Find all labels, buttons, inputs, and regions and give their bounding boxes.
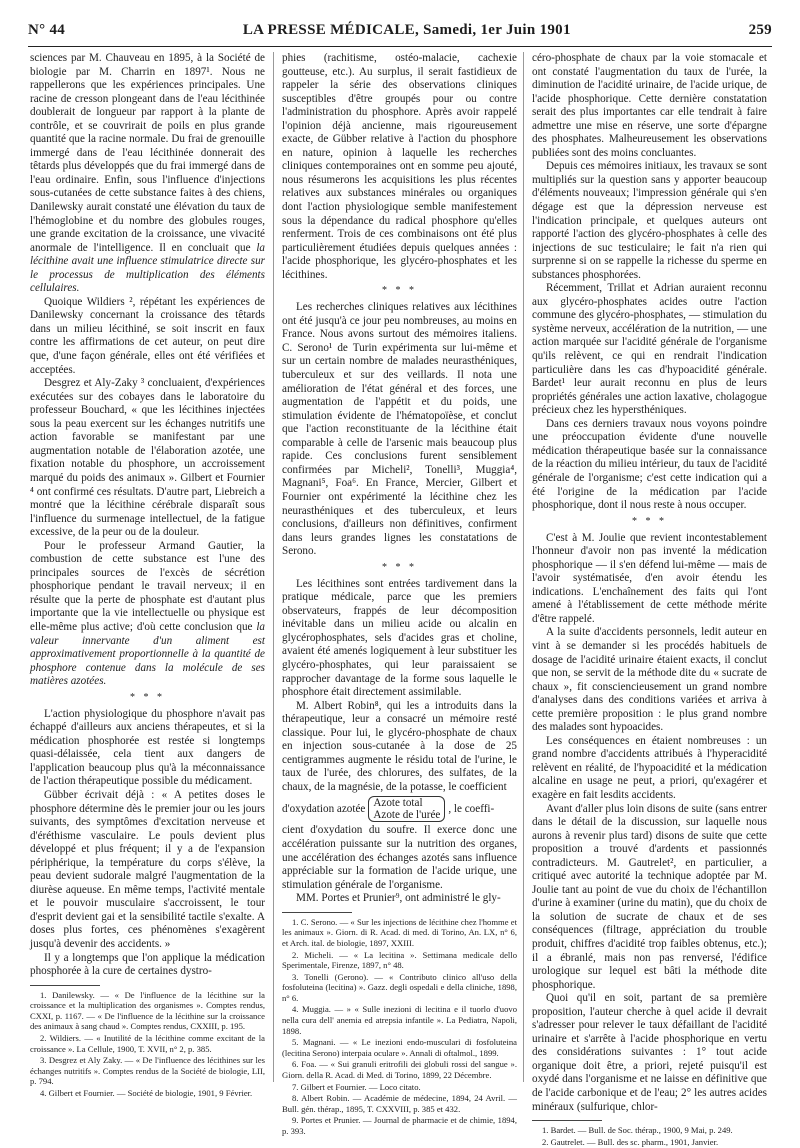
formula: d'oxydation azotée Azote total Azote de l'urée , le coeffi- xyxy=(282,797,495,822)
footnote: 2. Gautrelet. — Bull. des sc. pharm., 1901, Janvier. xyxy=(542,1136,719,1147)
section-ornament: * * * xyxy=(632,515,667,527)
paragraph: Dans ces derniers travaux nous voyons poindre une préoccupation évidente d'une nouvelle médication thérapeutique basée sur la connaissance de la réaction du milieu intérieur, du taux de l'acidité générale de l'organisme; c'est cette indication qui a été l'origine de la médication par l'acide phosphorique, dont il nous reste à nous occuper. xyxy=(532,417,767,512)
section-ornament: * * * xyxy=(382,285,417,297)
footnote: 3. Tonelli (Gerono). — « Contributo clinico all'uso della fosfoluteina (lecitina) ». Gazz. degli ospedali e della cliniche, 1898, n° 6. xyxy=(282,971,517,1003)
footnote: 2. Micheli. — « La lecitina ». Settimana medicale dello Sperimentale, Firenze, 1897, n° 48. xyxy=(282,949,517,971)
paragraph: sciences par M. Chauveau en 1895, à la Société de biologie par M. Charrin en 1897¹. Nous ne rappellerons que les expériences principales. Une racine de cresson plongeant dans de l'eau lécithinée doublerait de longueur par rapport à la plante de contrôle, et se couvrirait de poils en plus grande quantité que la racine normale. Du frai de grenouille immergé dans de l'eau lécithinée donnerait des têtards plus développés que du frai immergé dans de l'eau ordinaire. Enfin, sous l'influence d'injections sous-cutanées de cette substance faites à des chiens, Danilewsky aurait constaté une élévation du taux de l'hémoglobine et du nombre des globules rouges, une grande excitation de la croissance, une vivacité anormale de l'intelligence. Il en concluait que la lécithine avait une influence stimulatrice directe sur le processus de multiplication des éléments cellulaires. xyxy=(30,52,265,295)
footnote: 1. C. Serono. — « Sur les injections de lécithine chez l'homme et les animaux ». Giorn. di R. Acad. di med. di Torino, An. LX, n° 6, et Arch. ital. de biologie, 1897, XXIII. xyxy=(282,916,517,948)
column-2 xyxy=(282,52,517,1138)
paragraph: Il y a longtemps que l'on applique la médication phosphorée à la cure de certaines dystro- xyxy=(30,951,265,978)
paragraph: Quoi qu'il en soit, partant de sa première proposition, l'auteur cherche à quel acide il devrait s'adresser pour relever le taux défaillant de l'acidité urinaire et s'arrête à l'acide phosphorique en vertu des considérations suivantes : 1° tout acide organique doit être, a priori, rejeté puisqu'il est oxydé dans l'organisme et ne laisse en définitive que de l'acide carbonique et de l'eau; 2° les autres acides minéraux (sulfurique, chlor- xyxy=(532,992,767,1113)
paragraph: Les conséquences en étaient nombreuses : un grand nombre d'accidents attribués à l'hyperacidité relèvent en réalité, de l'hypoacidité et la médication alcaline en usage ne peut, a priori, qu'exagérer et exagère en fait lesdits accidents. xyxy=(532,734,767,801)
paragraph: phies (rachitisme, ostéo-malacie, cachexie goutteuse, etc.). Au surplus, il serait fastidieux de rappeler la série des observations cliniques susceptibles d'être groupés pour ou contre l'administration du phosphore. Après avoir rappelé l'opinion déjà ancienne, mais rigoureusement exacte, de Gübber relative à l'action du phosphore en nature, opinion à laquelle les recherches cliniques contemporaines ont en somme peu ajouté, nous résumerons les acquisitions les plus récentes relatives aux substances minérales ou organiques dont l'action physiologique semble manifestement sous la dépendance du radical phosphore qu'elles renferment. Trois de ces combinaisons ont été plus particulièrement étudiées depuis quelques années : l'acide phosphorique, les glycéro-phosphates et les lécithines. xyxy=(282,52,517,281)
footnote-rule xyxy=(282,912,352,913)
footnote: 4. Muggia. — » « Sulle inezioni di lecitina e il tuorlo d'uovo nella cura dell' anemia ed atrepsia infantile ». La Pediatra, Napoli, 1898. xyxy=(282,1004,517,1036)
footnote: 7. Gilbert et Fournier. — Loco citato. xyxy=(292,1081,421,1092)
footnote: 1. Danilewsky. — « De l'influence de la lécithine sur la croissance et la multiplication des organismes ». Comptes rendus, CXXI, p. 1167. — « De l'influence de la lécithine sur la croissance des animaux à sang chaud ». Comptes rendus, CXXIII, p. 195. xyxy=(30,989,265,1032)
paragraph: Récemment, Trillat et Adrian auraient reconnu aux glycéro-phosphates acides outre l'action commune des glycéro-phosphates, — stimulation du système nerveux, accélération de la nutrition, — une action marquée sur l'acidité générale de l'organisme qu'ils relèvent, ce qui en rendrait l'indication particulière dans les cas d'hypoacidité générale. Bardet¹ leur aurait reconnu en plus de leurs propriétés générales une action laxative, cholagogue précieux chez les hypersthéniques. xyxy=(532,282,767,417)
column-divider-1 xyxy=(273,52,274,1082)
paragraph: Quoique Wildiers ², répétant les expériences de Danilewsky concernant la croissance des têtards dans un milieu lécithiné, se soit inscrit en faux contre les affirmations de cet auteur, on peut dire que, d'une façon générale, elles ont été vérifiées et acceptées. xyxy=(30,295,265,376)
footnote: 4. Gilbert et Fournier. — Société de biologie, 1901, 9 Février. xyxy=(40,1087,253,1098)
journal-title: LA PRESSE MÉDICALE, Samedi, 1er Juin 1901 xyxy=(242,22,571,38)
header-rule xyxy=(28,46,772,47)
page-header xyxy=(28,22,772,44)
paragraph: Gübber écrivait déjà : « A petites doses le phosphore détermine dès le premier jour ou les jours suivants, des symptômes d'excitation nerveuse et d'éréthisme vasculaire. Le pouls devient plus développé et plus fréquent; il y a de l'expansion périphérique, la température du corps s'élève, la peau devient sudorale malgré l'augmentation de la diurèse aqueuse. En même temps, l'activité mentale et le pouvoir musculaire s'accroissent, le tour d'esprit devient gai et la sensibilité tactile s'exalte. A doses plus fortes, ces phénomènes s'exagèrent jusqu'à devenir des accidents. » xyxy=(30,788,265,950)
column-3 xyxy=(532,52,767,1148)
issue-number: N° 44 xyxy=(28,22,66,38)
paragraph: cient d'oxydation du soufre. Il exerce donc une accélération puissante sur la nutrition des organes, une accélération des échanges azotés sans influence appréciable sur la formation de l'acide urique, une stimulation générale de l'organisme. xyxy=(282,824,517,891)
paragraph: C'est à M. Joulie que revient incontestablement l'honneur d'avoir non pas inventé la médication phosphorique — il s'en défend lui-même — mais de l'avoir systématisée, d'en avoir étendu les indications. L'enchaînement des faits qui l'ont amené à l'établissement de cette méthode mérite d'être rappelé. xyxy=(532,531,767,625)
paragraph: Pour le professeur Armand Gautier, la combustion de cette substance est l'une des principales sources de l'excès de sécrétion phosphorique pendant le travail nerveux; il en résulte que la perte de phosphate est d'autant plus importante que la vie intellectuelle ou physique est elle-même plus active; d'où cette conclusion que la valeur innervante d'un aliment est approximativement proportionnelle à la quantité de phosphore contenue dans la molécule de ses matières azotées. xyxy=(30,539,265,688)
footnote: 5. Magnani. — « Le inezioni endo-musculari di fosfoluteina (lecitina Serono) interpaia oculare ». Annali di oftalmol., 1899. xyxy=(282,1037,517,1058)
paragraph: Depuis ces mémoires initiaux, les travaux se sont multipliés sur la question sans y apporter beaucoup d'éléments nouveaux; l'impression générale qui s'en dégage est que la dépression nerveuse est l'indication principale, et quelques auteurs ont rapporté l'action des glycéro-phosphates à celle des injections de suc testiculaire; le fait n'a rien qui surprenne si on se rappelle la richesse du sperme en substances phosphorées. xyxy=(532,160,767,281)
paragraph: MM. Portes et Prunier⁹, ont administré le gly- xyxy=(296,892,501,905)
footnote: 3. Desgrez et Aly Zaky. — « De l'influence des lécithines sur les échanges nutritifs ». Comptes rendus de la Société de biologie, LII, p. 794. xyxy=(30,1055,265,1087)
page-number: 259 xyxy=(748,22,772,38)
footnote-rule xyxy=(532,1120,602,1121)
paragraph: L'action physiologique du phosphore n'avait pas échappé d'ailleurs aux anciens thérapeutes, et si la médication phosphorée est restée si longtemps quasi-délaissée, cela tient aux dangers de l'application beaucoup plus qu'à la méconnaissance de l'action thérapeutique possible du médicament. xyxy=(30,707,265,788)
footnotes xyxy=(532,1125,767,1147)
section-ornament: * * * xyxy=(382,561,417,573)
fraction: Azote total Azote de l'urée xyxy=(368,796,445,822)
footnote-rule xyxy=(30,985,100,986)
footnote: 8. Albert Robin. — Académie de médecine, 1894, 24 Avril. — Bull. gén. thérap., 1895, T. CXXVIII, p. 385 et 432. xyxy=(282,1093,517,1114)
column-1 xyxy=(30,52,265,1100)
section-ornament: * * * xyxy=(130,691,165,703)
paragraph: Les recherches cliniques relatives aux lécithines ont été jusqu'à ce jour peu nombreuses, au moins en France. Nous avons surtout des mémoires italiens. C. Serono¹ de Turin expérimenta sur lui-même et sur un certain nombre de malades neurasthéniques, tuberculeux et sur des veillards. Il nota une amélioration de l'état général et des forces, une augmentation de l'appétit et du poids, une stimulation évidente de l'hématopoïèse, et conclut que l'action reconstituante de la lécithine était comparable à celle de l'arsenic mais beaucoup plus rapide. Ces conclusions furent sensiblement confirmées par Micheli², Tonelli³, Muggia⁴, Magnani⁵, Foa⁶. En France, Mercier, Gilbert et Fournier ont expérimenté la lécithine chez les neurasthéniques et des tuberculeux, et leurs conclusions, d'ailleurs non définitives, confirment dans leurs grandes lignes les constatations de Serono. xyxy=(282,301,517,558)
footnotes xyxy=(282,917,517,1137)
paragraph: céro-phosphate de chaux par la voie stomacale et ont constaté l'augmentation du taux de l'urée, la diminution de l'acidité urinaire, de l'acide urique, de l'acide phosphorique. Cette dernière constatation serait des plus importantes car elle tendrait à faire admettre une mise en réserve, une sorte d'épargne des phosphates. Malheureusement les observations publiées sont des moins concluantes. xyxy=(532,52,767,159)
paragraph: Avant d'aller plus loin disons de suite (sans entrer dans le détail de la discussion, sur laquelle nous aurons à revenir plus tard) disons de suite que cette proposition a trouvé d'ardents et passionnés contradicteurs. M. Gautrelet², en particulier, a critiqué avec autorité la technique adoptée par M. Joulie tant au point de vue du choix de l'échantillon d'urine à examiner (urine du matin), que du choix de la solution de sucrate de chaux et de ses conséquences (filtrage, appréciation du trouble produit, chiffres d'acidité trop faibles obtenus, etc.); il a ébranlé, mais non pas renversé, l'édifice urologique sur lequel est bâti la méthode dite phosphorique. xyxy=(532,802,767,991)
paragraph: M. Albert Robin⁸, qui les a introduits dans la thérapeutique, leur a consacré un mémoire resté classique. Pour lui, le glycéro-phosphate de chaux en injection sous-cutanée à la dose de 25 centigrammes augmente le résidu total de l'urine, le taux de l'urée, des chlorures, des sulfates, de la chaux, de la magnésie, de la potasse, le coefficient xyxy=(282,699,517,793)
footnotes xyxy=(30,990,265,1099)
column-divider-2 xyxy=(523,52,524,1082)
footnote: 1. Bardet. — Bull. de Soc. thérap., 1900, 9 Mai, p. 249. xyxy=(542,1125,733,1136)
footnote: 2. Wildiers. — « Inutilité de la lécithine comme excitant de la croissance ». La Cellule, 1900, T. XVII, n° 2, p. 385. xyxy=(30,1033,265,1054)
footnote: 9. Portes et Prunier. — Journal de pharmacie et de chimie, 1894, p. 393. xyxy=(282,1115,517,1136)
paragraph: A la suite d'accidents personnels, ledit auteur en vint à se demander si les procédés habituels de dosage de l'acidité urinaire étaient exacts, il conclut que non, se servit de la méthode dite du « sucrate de chaux », fit consciencieusement un grand nombre d'analyses dans des conditions variées et arriva à cette première proposition : le plus grand nombre des malades sont hypoacides. xyxy=(532,626,767,734)
paragraph: Les lécithines sont entrées tardivement dans la pratique médicale, parce que les premiers observateurs, frappés de leur décomposition inévitable dans un milieu acide ou alcalin en glycérophosphates, sels d'acides gras et choline, avaient été amenés logiquement à leur substituer les glycéro-phosphates, qui leur paraissaient se rapprocher davantage de la forme sous laquelle le phosphore était directement assimilable. xyxy=(282,577,517,699)
paragraph: Desgrez et Aly-Zaky ³ concluaient, d'expériences exécutées sur des cobayes dans le laboratoire du professeur Bouchard, « que les lécithines injectées sous la peau exercent sur les échanges nutritifs une action favorable se manifestant par une augmentation notable de l'élaboration azotée, une fixation notable du phosphore, un accroissement marqué du poids des animaux ». Gilbert et Fournier ⁴ ont confirmé ces résultats. D'autre part, Liebreich a montré que la lécithine cérébrale disparaît sous l'influence du surmenage intellectuel, de la fatigue excessive, de la peur ou de la douleur. xyxy=(30,377,265,539)
footnote: 6. Foa. — « Sui granuli eritrofili dei globuli rossi del sangue ». Giorn. della R. Acad. di Med. di Torino, 1899, 22 Décembre. xyxy=(282,1059,517,1081)
